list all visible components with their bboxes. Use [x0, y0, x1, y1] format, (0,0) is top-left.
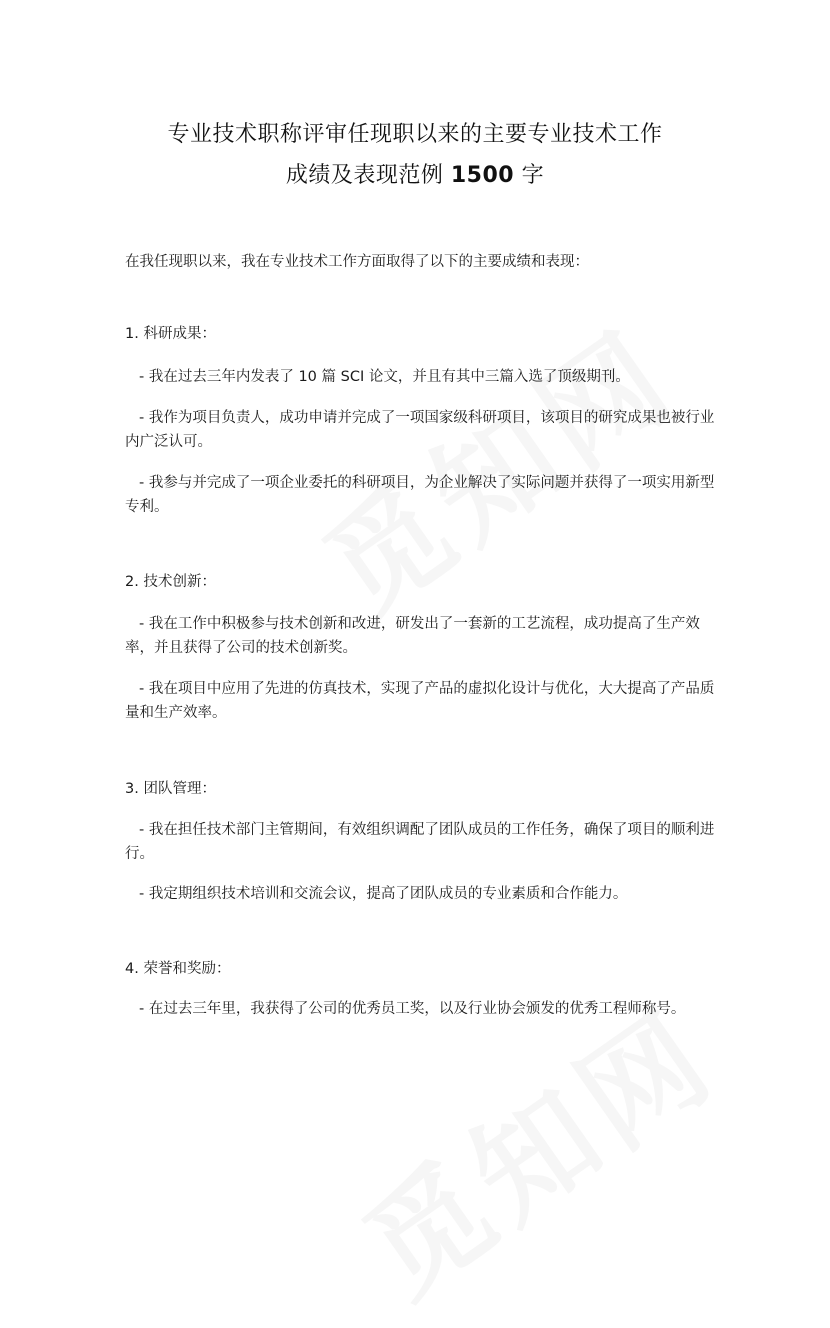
document-title-line-2	[0, 158, 830, 189]
intro-paragraph: 在我任现职以来，我在专业技术工作方面取得了以下的主要成绩和表现：	[125, 254, 589, 270]
title-line-2-number: 1500	[450, 163, 515, 188]
document-title-line-1: 专业技术职称评审任现职以来的主要专业技术工作	[167, 122, 663, 147]
section-heading-innovation: 2. 技术创新：	[125, 574, 216, 590]
section-heading-honors: 4. 荣誉和奖励：	[125, 961, 231, 977]
list-item: - 我在过去三年内发表了 10 篇 SCI 论文，并且有其中三篇入选了顶级期刊。	[139, 369, 630, 385]
list-item-text: - 我在项目中应用了先进的仿真技术，实现了产品的虚拟化设计与优化，大大提高了产品质量和生产效率。	[125, 681, 715, 721]
list-item-text: - 我作为项目负责人，成功申请并完成了一项国家级科研项目，该项目的研究成果也被行业内广泛认可。	[125, 410, 715, 450]
section-heading-research: 1. 科研成果：	[125, 326, 216, 342]
list-item	[125, 471, 715, 519]
list-item	[125, 612, 715, 660]
title-line-2-suffix: 字	[514, 163, 545, 188]
section-heading-team: 3. 团队管理：	[125, 781, 216, 797]
list-item-text: - 我在工作中积极参与技术创新和改进，研发出了一套新的工艺流程，成功提高了生产效率，并且获得了公司的技术创新奖。	[125, 616, 700, 656]
list-item	[125, 406, 715, 454]
list-item-text: - 我在担任技术部门主管期间，有效组织调配了团队成员的工作任务，确保了项目的顺利进行。	[125, 822, 715, 862]
list-item-text: - 我参与并完成了一项企业委托的科研项目，为企业解决了实际问题并获得了一项实用新型专利。	[125, 475, 715, 515]
title-line-2-text: 成绩及表现范例	[285, 163, 451, 188]
list-item	[125, 677, 715, 725]
list-item	[125, 818, 715, 866]
list-item: - 在过去三年里，我获得了公司的优秀员工奖，以及行业协会颁发的优秀工程师称号。	[139, 1001, 686, 1017]
list-item: - 我定期组织技术培训和交流会议，提高了团队成员的专业素质和合作能力。	[139, 886, 628, 902]
